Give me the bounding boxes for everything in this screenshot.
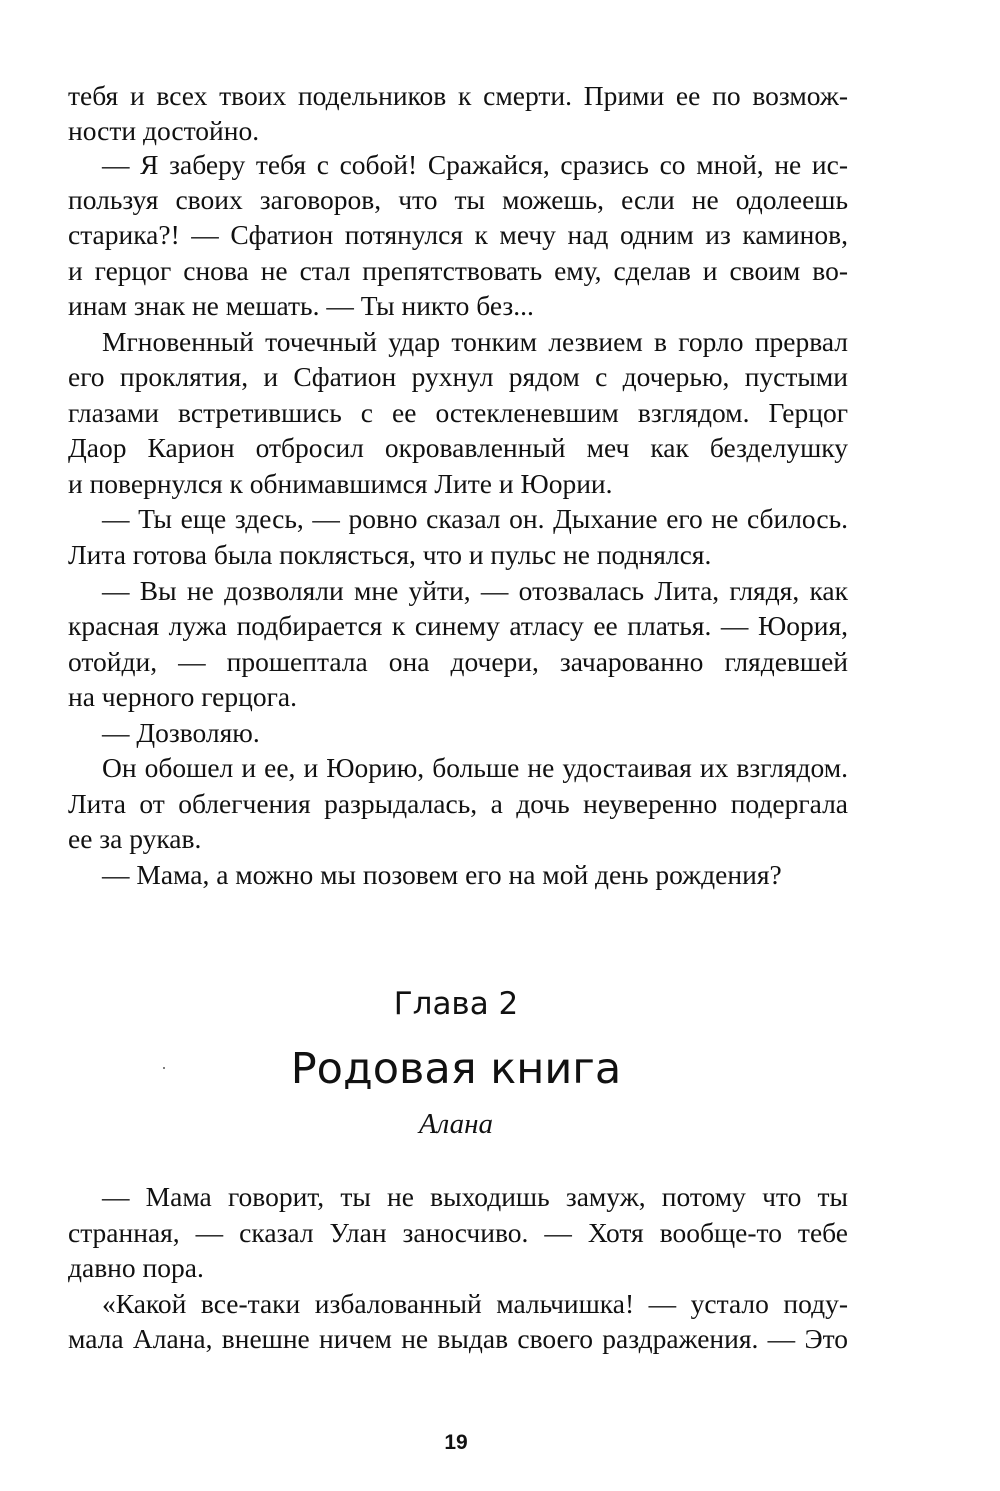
text-line: Мгновенный точечный удар тонким лезвием в горло прервал <box>102 326 848 357</box>
text-line: красная лужа подбирается к синему атласу ее платья. — Юория, <box>68 610 848 641</box>
text-line: — Дозволяю. <box>102 717 260 748</box>
chapter-title: Родовая книга <box>290 1044 622 1094</box>
text-line: глазами встретившись с ее остекленевшим взглядом. Герцог <box>68 397 848 428</box>
text-line: и герцог снова не стал препятствовать ему, сделав и своим во- <box>68 255 848 286</box>
text-line: давно пора. <box>68 1252 204 1283</box>
text-line: — Мама, а можно мы позовем его на мой день рождения? <box>102 859 782 890</box>
text-line: Лита готова была поклясться, что и пульс не поднялся. <box>68 539 712 570</box>
page-number: 19 <box>444 1431 468 1454</box>
text-line: на черного герцога. <box>68 681 297 712</box>
text-line: тебя и всех твоих подельников к смерти. Прими ее по возмож- <box>68 80 848 111</box>
text-line: ности достойно. <box>68 115 260 146</box>
text-line: — Я заберу тебя с собой! Сражайся, сразись со мной, не ис- <box>102 149 848 180</box>
text-line: Лита от облегчения разрыдалась, а дочь неуверенно подергала <box>68 788 848 819</box>
text-line: Даор Карион отбросил окровавленный меч как безделушку <box>68 432 848 463</box>
text-line: инам знак не мешать. — Ты никто без... <box>68 290 534 321</box>
text-line: «Какой все-таки избалованный мальчишка! — устало поду- <box>102 1288 848 1319</box>
text-line: — Ты еще здесь, — ровно сказал он. Дыхание его не сбилось. <box>102 503 848 534</box>
chapter-subtitle: Алана <box>418 1108 494 1140</box>
text-line: его проклятия, и Сфатион рухнул рядом с дочерью, пустыми <box>68 361 848 392</box>
chapter-number: Глава 2 <box>393 986 519 1022</box>
text-line: — Вы не дозволяли мне уйти, — отозвалась Лита, глядя, как <box>102 575 848 606</box>
text-line: — Мама говорит, ты не выходишь замуж, потому что ты <box>102 1181 848 1212</box>
text-line: отойди, — прошептала она дочери, зачарованно глядевшей <box>68 646 848 677</box>
text-line: и повернулся к обнимавшимся Лите и Юории. <box>68 468 613 499</box>
text-line: пользуя своих заговоров, что ты можешь, если не одолеешь <box>68 184 848 215</box>
text-line: старика?! — Сфатион потянулся к мечу над одним из каминов, <box>68 219 848 250</box>
text-line: ее за рукав. <box>68 823 202 854</box>
text-line: странная, — сказал Улан заносчиво. — Хотя вообще-то тебе <box>68 1217 848 1248</box>
text-line: мала Алана, внешне ничем не выдав своего раздражения. — Это <box>68 1323 848 1354</box>
text-line: Он обошел и ее, и Юорию, больше не удостаивая их взглядом. <box>102 752 848 783</box>
